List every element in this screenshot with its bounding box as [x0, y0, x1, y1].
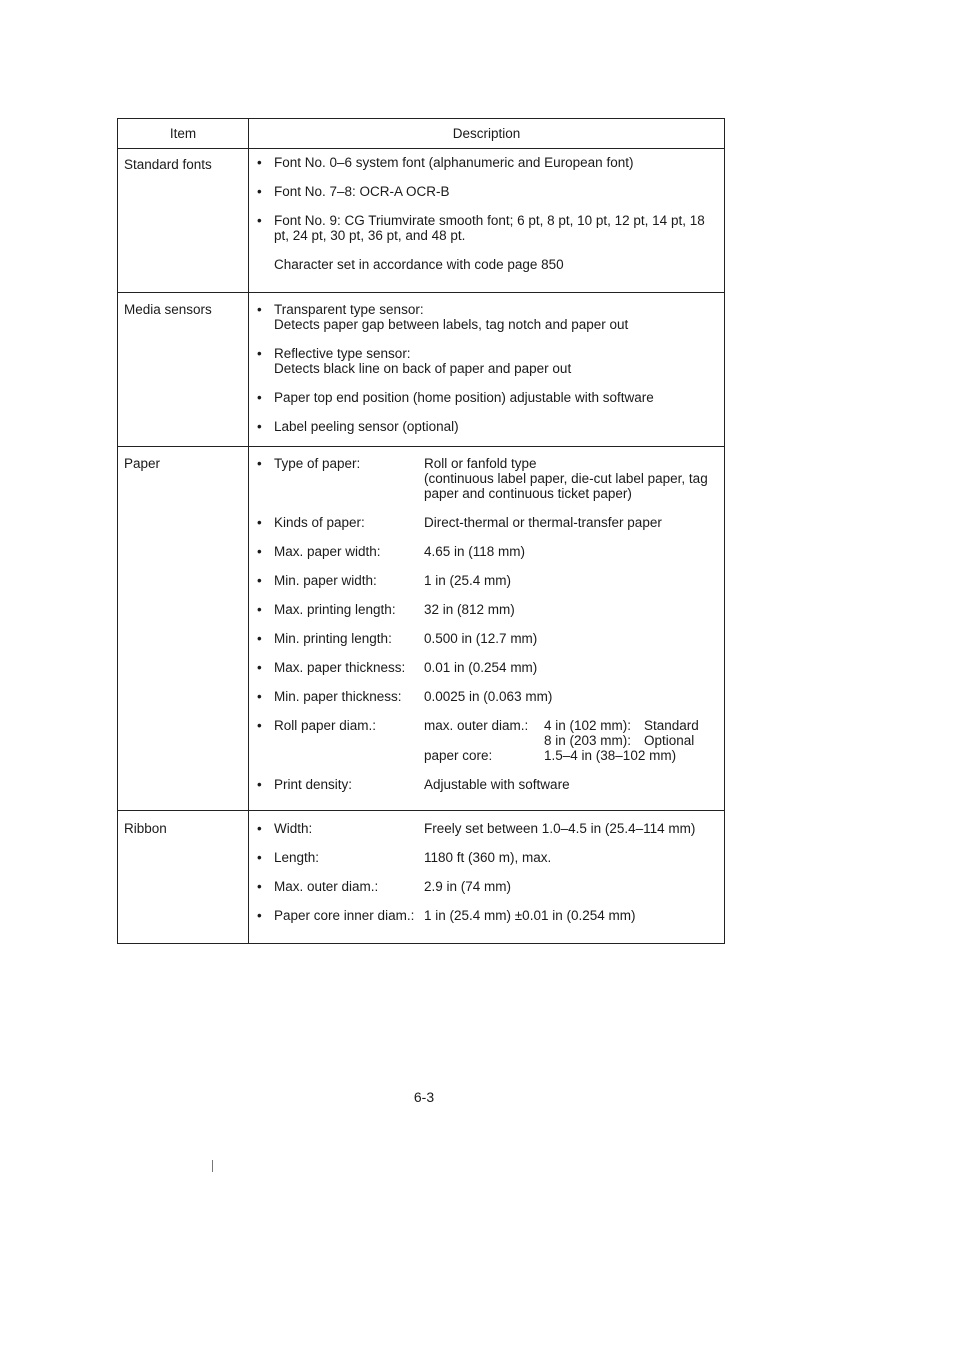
- paper-max-width-label: • Max. paper width:: [274, 544, 381, 559]
- paper-min-thickness-label: • Min. paper thickness:: [274, 689, 402, 704]
- roll-outer-standard: [544, 718, 718, 733]
- character-set-note: Character set in accordance with code page 850: [274, 257, 564, 272]
- paper-print-density-label: • Print density:: [274, 777, 353, 792]
- item-cell: [118, 447, 249, 811]
- ribbon-core-inner-diameter-label: • Paper core inner diam.:: [274, 908, 415, 923]
- row-media-sensors: [118, 293, 725, 447]
- paper-max-width-value: 4.65 in (118 mm): [424, 544, 526, 559]
- paper-min-width-label: • Min. paper width:: [274, 573, 377, 588]
- row-standard-fonts: [118, 149, 725, 293]
- paper-max-printing-length-value: 32 in (812 mm): [424, 602, 515, 617]
- roll-outer-optional-size: 8 in (203 mm):: [544, 733, 632, 748]
- ribbon-core-inner-diameter-value: 1 in (25.4 mm) ±0.01 in (0.254 mm): [424, 908, 636, 923]
- paper-max-printing-length-label: • Max. printing length:: [274, 602, 396, 617]
- roll-outer-optional-label: Optional: [644, 733, 695, 748]
- sensor-reflective-desc: Detects black line on back of paper and paper out: [274, 361, 572, 376]
- font-bullet-cg-triumvirate: • Font No. 9: CG Triumvirate smooth font; 6 pt, 8 pt, 10 pt, 12 pt, 14 pt, 18 pt, 24 pt, 30 pt, 36 pt, and 48 pt.: [257, 213, 718, 243]
- ribbon-core-inner-diameter: [257, 908, 718, 923]
- item-cell: [118, 811, 249, 944]
- paper-kinds-label: • Kinds of paper:: [274, 515, 365, 530]
- header-item: Item: [118, 119, 249, 149]
- paper-min-printing-length-label: • Min. printing length:: [274, 631, 392, 646]
- ribbon-length-label: • Length:: [274, 850, 320, 865]
- ribbon-max-outer-diameter-value: 2.9 in (74 mm): [424, 879, 512, 894]
- paper-max-thickness-label: • Max. paper thickness:: [274, 660, 406, 675]
- description-cell: [249, 293, 725, 447]
- paper-min-printing-length: [257, 631, 718, 646]
- paper-type-value: [424, 456, 718, 501]
- ribbon-width: [257, 821, 718, 836]
- paper-print-density: [257, 777, 718, 792]
- page-number: 6-3: [413, 1089, 435, 1105]
- font-bullet-ocr: • Font No. 7–8: OCR-A OCR-B: [257, 184, 718, 199]
- sensor-transparent: [257, 302, 718, 332]
- paper-type-label: • Type of paper:: [274, 456, 361, 471]
- roll-core-value: 1.5–4 in (38–102 mm): [544, 748, 677, 763]
- item-cell: [118, 293, 249, 447]
- row-ribbon: [118, 811, 725, 944]
- item-paper: Paper: [124, 456, 161, 471]
- description-cell: [249, 447, 725, 811]
- paper-roll-diameter-value: [424, 718, 718, 763]
- item-media-sensors: Media sensors: [124, 302, 212, 317]
- roll-outer-standard-size: 4 in (102 mm):: [544, 718, 632, 733]
- paper-max-printing-length: [257, 602, 718, 617]
- header-description: Description: [249, 119, 725, 149]
- sensor-label-peeling: • Label peeling sensor (optional): [257, 419, 718, 434]
- paper-min-width-value: 1 in (25.4 mm): [424, 573, 512, 588]
- roll-core-label: paper core:: [424, 748, 493, 763]
- sensor-reflective: [257, 346, 718, 376]
- paper-max-width: [257, 544, 718, 559]
- paper-kinds-value: Direct-thermal or thermal-transfer paper: [424, 515, 662, 530]
- ribbon-width-value: Freely set between 1.0–4.5 in (25.4–114 mm): [424, 821, 696, 836]
- ribbon-max-outer-diameter: [257, 879, 718, 894]
- ribbon-length: [257, 850, 718, 865]
- paper-roll-diameter-label: • Roll paper diam.:: [274, 718, 377, 733]
- description-cell: [249, 811, 725, 944]
- item-standard-fonts: Standard fonts: [124, 157, 212, 172]
- scan-mark: [212, 1160, 213, 1172]
- paper-min-width: [257, 573, 718, 588]
- sensor-top-end-position: • Paper top end position (home position) adjustable with software: [257, 390, 718, 405]
- paper-max-thickness: [257, 660, 718, 675]
- sensor-transparent-desc: Detects paper gap between labels, tag notch and paper out: [274, 317, 629, 332]
- paper-min-thickness: [257, 689, 718, 704]
- paper-min-printing-length-value: 0.500 in (12.7 mm): [424, 631, 538, 646]
- row-paper: [118, 447, 725, 811]
- ribbon-length-value: 1180 ft (360 m), max.: [424, 850, 552, 865]
- paper-type: [257, 456, 718, 501]
- ribbon-width-label: • Width:: [274, 821, 313, 836]
- paper-type-value-detail: (continuous label paper, die-cut label paper, tag paper and continuous ticket paper): [424, 471, 708, 501]
- roll-outer-label: max. outer diam.:: [424, 718, 529, 733]
- roll-outer-standard-label: Standard: [644, 718, 699, 733]
- paper-kinds: [257, 515, 718, 530]
- ribbon-max-outer-diameter-label: • Max. outer diam.:: [274, 879, 379, 894]
- item-cell: [118, 149, 249, 293]
- spec-table: [117, 118, 725, 944]
- sensor-reflective-title: • Reflective type sensor:: [274, 346, 411, 361]
- item-ribbon: Ribbon: [124, 821, 167, 836]
- paper-min-thickness-value: 0.0025 in (0.063 mm): [424, 689, 553, 704]
- font-bullet-system: • Font No. 0–6 system font (alphanumeric and European font): [257, 155, 718, 170]
- description-cell: [249, 149, 725, 293]
- paper-type-value-main: Roll or fanfold type: [424, 456, 537, 471]
- paper-max-thickness-value: 0.01 in (0.254 mm): [424, 660, 538, 675]
- table-header-row: [118, 119, 725, 149]
- roll-outer-optional: [544, 733, 718, 748]
- sensor-transparent-title: • Transparent type sensor:: [274, 302, 424, 317]
- paper-print-density-value: Adjustable with software: [424, 777, 570, 792]
- paper-roll-diameter: [257, 718, 718, 763]
